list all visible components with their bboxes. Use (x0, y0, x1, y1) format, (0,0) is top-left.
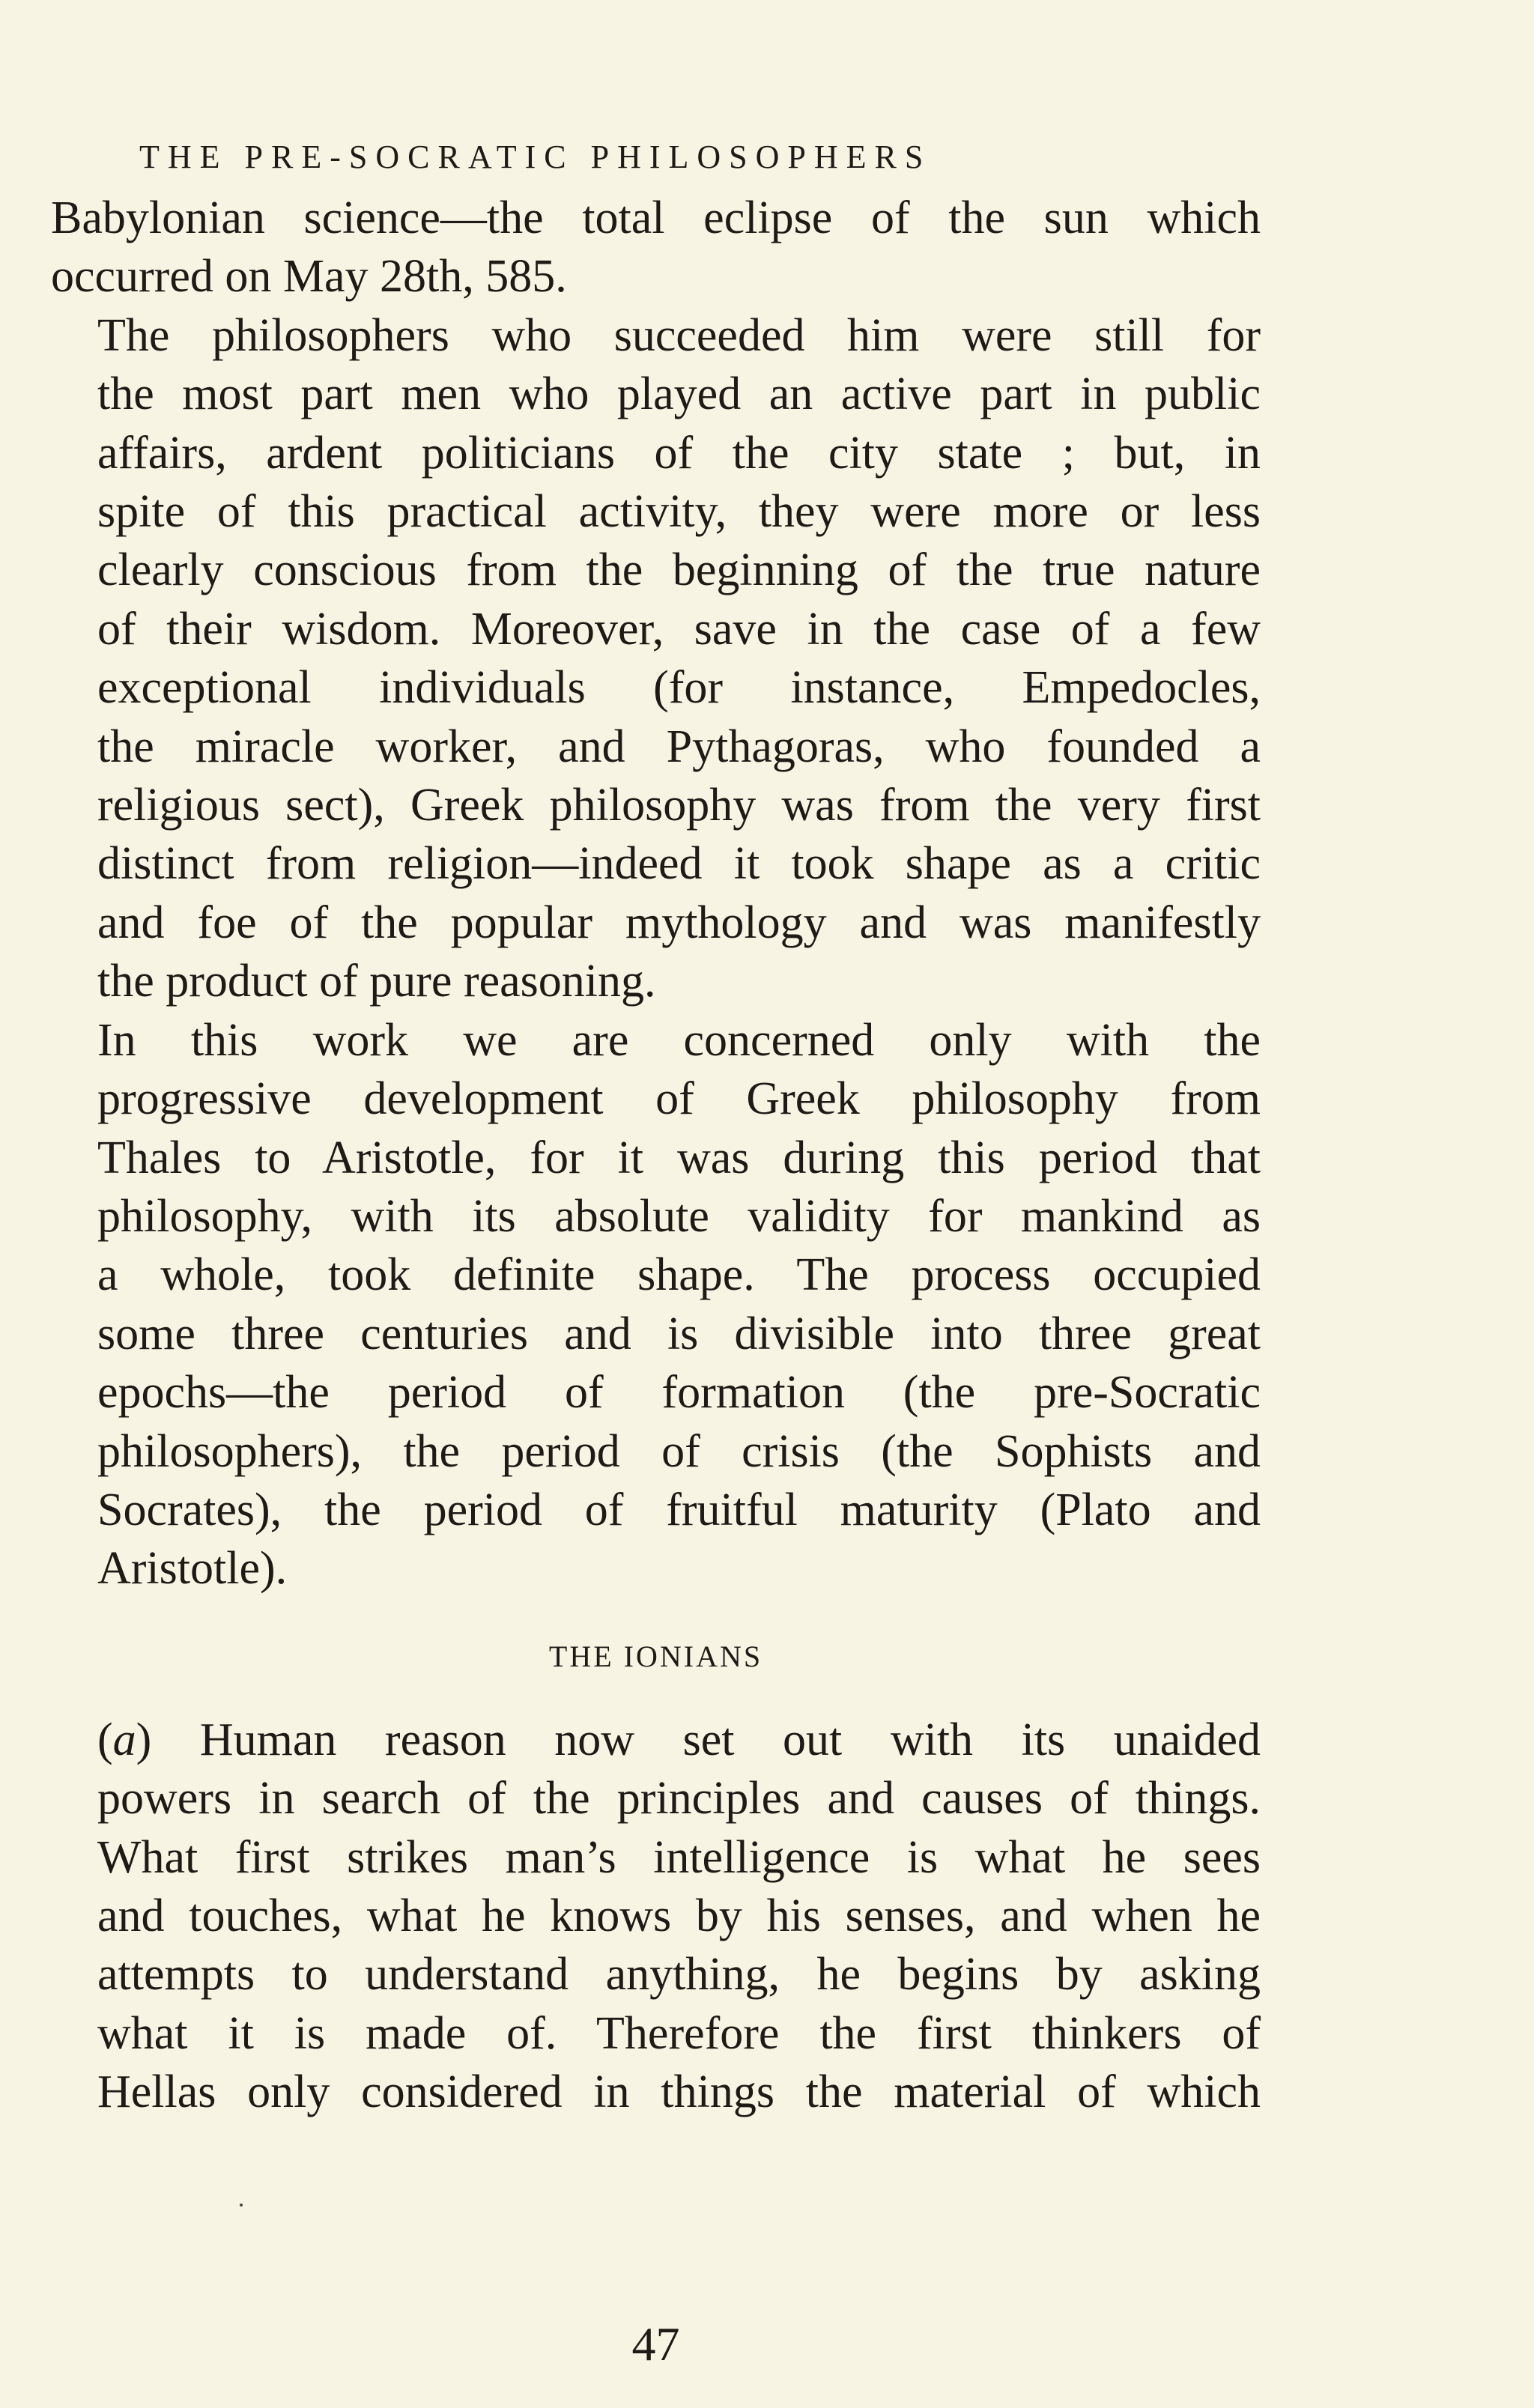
paragraph-line: The philosophers who succeeded him were still for (97, 309, 1261, 361)
paragraph (51, 1011, 1261, 1598)
paragraph-line: Thales to Aristotle, for it was during this period that (97, 1132, 1261, 1183)
section-paragraph (51, 1711, 1261, 2122)
paragraph-line: Babylonian science—the total eclipse of the sun which (51, 192, 1261, 243)
paragraph-line: some three centuries and is divisible into three great (97, 1308, 1261, 1359)
paragraph-line: distinct from religion—indeed it took shape as a critic (97, 838, 1261, 890)
paragraph-line: (a) Human reason now set out with its unaided (97, 1714, 1261, 1765)
book-page (51, 135, 1261, 2371)
paragraph-line: what it is made of. Therefore the first thinkers of (97, 2007, 1261, 2059)
paragraph-line: spite of this practical activity, they were more or less (97, 486, 1261, 538)
paragraph-line: and touches, what he knows by his senses, and when he (97, 1890, 1261, 1941)
paragraph-line: Aristotle). (97, 1543, 288, 1595)
paragraph-line: a whole, took definite shape. The process occupied (97, 1249, 1261, 1301)
paragraph (51, 306, 1261, 1011)
first-line-text: Human reason now set out with its unaided (151, 1714, 1261, 1765)
section-heading: THE IONIANS (548, 1639, 763, 1673)
paragraph-line: powers in search of the principles and causes of things. (97, 1773, 1261, 1825)
paragraph-line: philosophers), the period of crisis (the Sophists and (97, 1425, 1261, 1477)
paragraph (51, 189, 1261, 306)
page-number: 47 (631, 2317, 680, 2371)
paragraph-line: progressive development of Greek philosophy from (97, 1073, 1261, 1125)
paragraph-line: What first strikes man’s intelligence is what he sees (97, 1831, 1261, 1883)
paragraph-line: epochs—the period of formation (the pre-Socratic (97, 1367, 1261, 1419)
print-speck (240, 2204, 243, 2207)
body-text (51, 189, 1261, 1598)
paragraph-line: the product of pure reasoning. (97, 956, 656, 1007)
paragraph-line: clearly conscious from the beginning of the true nature (97, 545, 1261, 596)
paragraph-line: occurred on May 28th, 585. (51, 251, 567, 303)
paragraph-line: affairs, ardent politicians of the city state ; but, in (97, 427, 1261, 479)
paragraph-line: Socrates), the period of fruitful maturity (Plato and (97, 1484, 1261, 1535)
paragraph-line: attempts to understand anything, he begins by asking (97, 1949, 1261, 2001)
paragraph-line: and foe of the popular mythology and was manifestly (97, 897, 1261, 948)
paragraph-line: religious sect), Greek philosophy was from the very first (97, 780, 1261, 831)
paragraph-line: philosophy, with its absolute validity for mankind as (97, 1190, 1261, 1242)
paragraph-line: the miracle worker, and Pythagoras, who founded a (97, 721, 1261, 772)
enumeration-letter: a (112, 1714, 136, 1765)
paragraph-line: Hellas only considered in things the material of which (97, 2066, 1261, 2118)
running-head: THE PRE-SOCRATIC PHILOSOPHERS (139, 139, 932, 175)
paragraph-line: exceptional individuals (for instance, Empedocles, (97, 662, 1261, 714)
paragraph-line: of their wisdom. Moreover, save in the case of a few (97, 603, 1261, 655)
paragraph-line: In this work we are concerned only with the (97, 1014, 1261, 1066)
paragraph-line: the most part men who played an active part in public (97, 369, 1261, 420)
